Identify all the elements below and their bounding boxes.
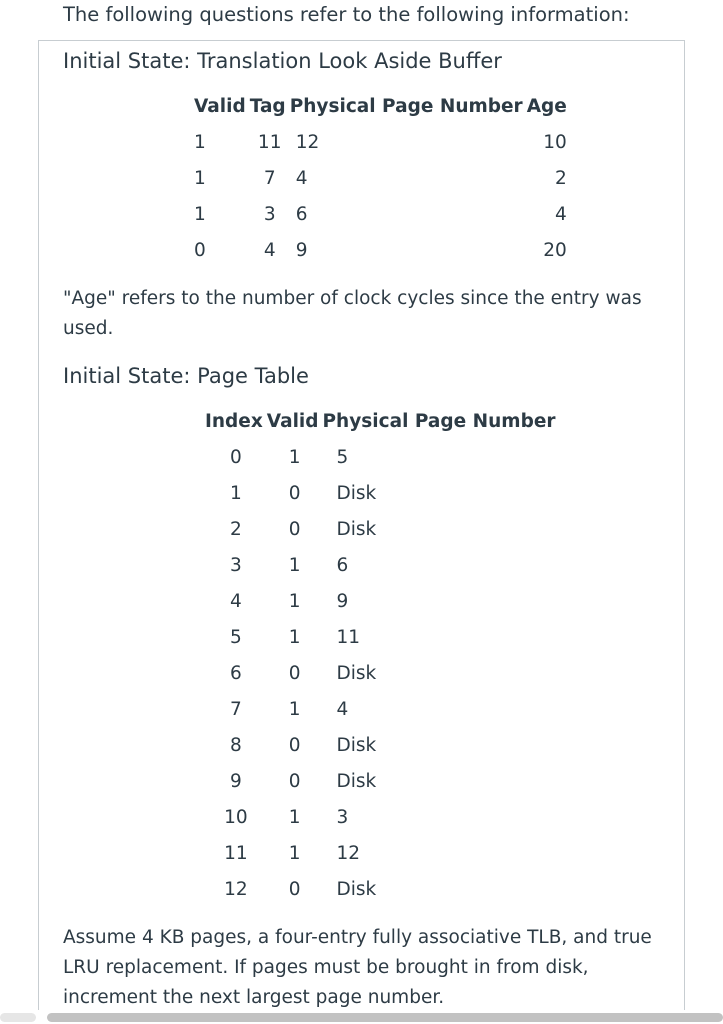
pt-index: 0: [230, 446, 242, 468]
pt-valid: 1: [288, 626, 301, 648]
tlb-valid: 0: [194, 239, 206, 261]
pt-index: 6: [230, 662, 242, 684]
pt-index: 5: [230, 626, 242, 648]
pt-ppn: 11: [336, 626, 361, 648]
pt-ppn: 5: [336, 446, 349, 468]
table-row: [205, 727, 560, 763]
pt-ppn: Disk: [336, 878, 377, 900]
tlb-table: [194, 88, 567, 268]
table-row: [194, 196, 567, 232]
pt-valid: 0: [288, 734, 301, 756]
tlb-title: Initial State: Translation Look Aside Buffer: [63, 49, 502, 73]
tlb-ppn: 6: [295, 203, 308, 225]
assumption-text: Assume 4 KB pages, a four-entry fully associative TLB, and true LRU replacement. If pages must be brought in from disk, increment the next largest page number.: [63, 927, 652, 1008]
pt-valid: 0: [288, 518, 301, 540]
pt-index: 2: [230, 518, 242, 540]
tlb-age: 2: [555, 167, 567, 189]
tlb-ppn: 4: [295, 167, 308, 189]
age-note: "Age" refers to the number of clock cycles since the entry was used.: [63, 288, 642, 339]
pt-index: 4: [230, 590, 242, 612]
pt-ppn: Disk: [336, 482, 377, 504]
page-table: [205, 403, 560, 907]
table-row: [194, 160, 567, 196]
table-row: [205, 655, 560, 691]
pt-header-index: Index: [205, 410, 263, 432]
tlb-valid: 1: [194, 203, 206, 225]
pt-index: 9: [230, 770, 242, 792]
table-row: [205, 619, 560, 655]
table-row: [205, 547, 560, 583]
table-row: [205, 835, 560, 871]
pt-index: 12: [224, 878, 248, 900]
pt-valid: 1: [288, 842, 301, 864]
table-row: [205, 799, 560, 835]
pt-valid: 0: [288, 482, 301, 504]
table-row: [205, 871, 560, 907]
tlb-tag: 3: [263, 203, 276, 225]
pt-header-valid: Valid: [266, 410, 319, 432]
pt-valid: 0: [288, 662, 301, 684]
pt-index: 8: [230, 734, 242, 756]
tlb-valid: 1: [194, 131, 206, 153]
tlb-header-tag: Tag: [249, 95, 286, 117]
table-row: [205, 691, 560, 727]
table-row: [194, 124, 567, 160]
pt-header-ppn: Physical Page Number: [322, 410, 556, 432]
tlb-tag: 11: [257, 131, 282, 153]
pt-valid: 1: [288, 590, 301, 612]
tlb-valid: 1: [194, 167, 206, 189]
pt-valid: 0: [288, 770, 301, 792]
pt-ppn: Disk: [336, 662, 377, 684]
pt-ppn: 4: [336, 698, 349, 720]
page-table-title: Initial State: Page Table: [63, 364, 309, 388]
pt-valid: 0: [288, 878, 301, 900]
tlb-header-row: [194, 88, 567, 124]
pt-index: 11: [224, 842, 248, 864]
horizontal-scrollbar[interactable]: [47, 1013, 723, 1022]
table-row: [205, 511, 560, 547]
pt-index: 3: [230, 554, 242, 576]
tlb-tag: 7: [263, 167, 276, 189]
pt-valid: 1: [288, 554, 301, 576]
table-row: [205, 439, 560, 475]
pt-index: 10: [224, 806, 248, 828]
tlb-age: 4: [555, 203, 567, 225]
pt-valid: 1: [288, 806, 301, 828]
tlb-age: 10: [543, 131, 567, 153]
intro-text: The following questions refer to the following information:: [63, 3, 630, 26]
pt-ppn: 9: [336, 590, 349, 612]
tlb-ppn: 12: [295, 131, 320, 153]
pt-ppn: Disk: [336, 518, 377, 540]
tlb-age: 20: [543, 239, 567, 261]
pt-valid: 1: [288, 698, 301, 720]
scrollbar-track-start: [0, 1013, 36, 1022]
tlb-tag: 4: [263, 239, 276, 261]
pt-ppn: 6: [336, 554, 349, 576]
tlb-header-ppn: Physical Page Number: [289, 95, 523, 117]
pt-index: 1: [230, 482, 242, 504]
pt-valid: 1: [288, 446, 301, 468]
table-row: [194, 232, 567, 268]
pt-ppn: Disk: [336, 734, 377, 756]
table-row: [205, 583, 560, 619]
pt-ppn: 3: [336, 806, 349, 828]
pt-ppn: Disk: [336, 770, 377, 792]
page-table-header-row: [205, 403, 560, 439]
tlb-ppn: 9: [295, 239, 308, 261]
table-row: [205, 763, 560, 799]
tlb-header-age: Age: [526, 95, 567, 117]
pt-index: 7: [230, 698, 242, 720]
table-row: [205, 475, 560, 511]
tlb-header-valid: Valid: [194, 95, 246, 117]
pt-ppn: 12: [336, 842, 361, 864]
